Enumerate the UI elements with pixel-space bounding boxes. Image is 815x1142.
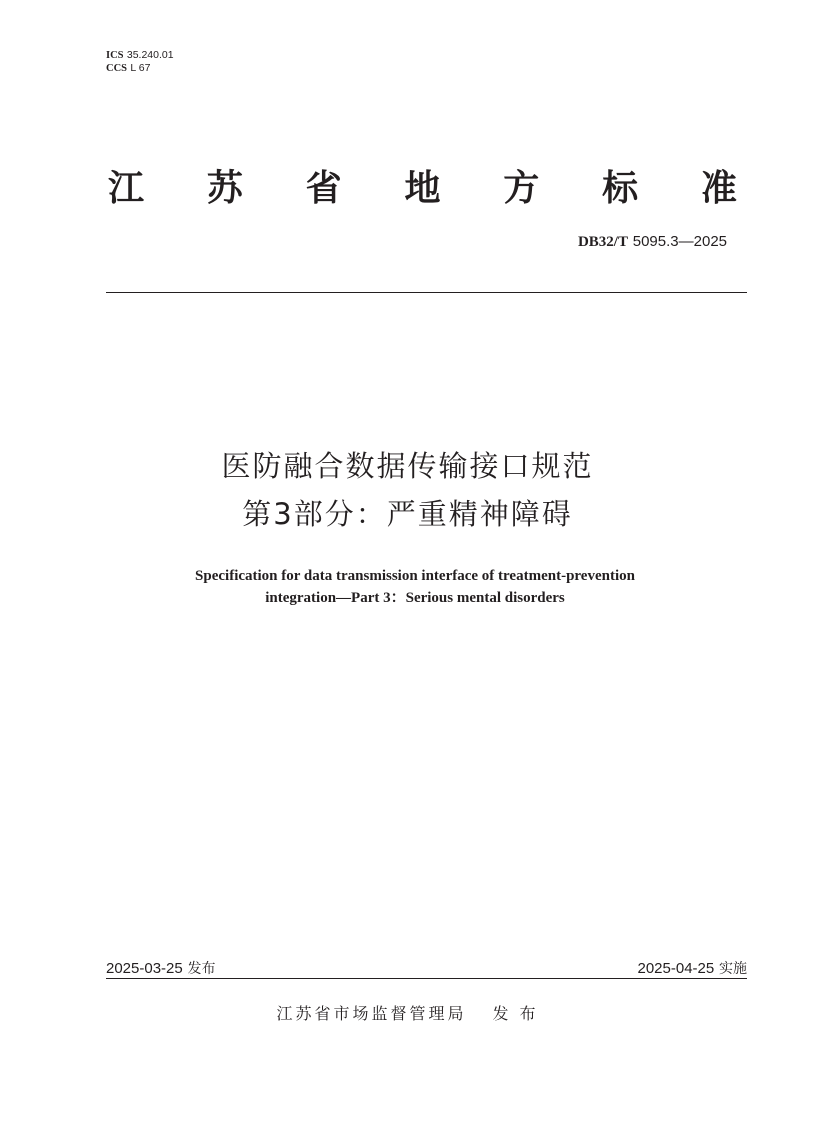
standard-type-char: 标 bbox=[602, 167, 639, 209]
publish-label: 发布 bbox=[187, 961, 216, 977]
issuer-name: 江苏省市场监督管理局 bbox=[276, 1004, 467, 1023]
title-english-line1: Specification for data transmission interface of treatment-prevention bbox=[195, 568, 635, 584]
standard-number-prefix: DB32/T bbox=[577, 234, 628, 250]
standard-type-char: 方 bbox=[503, 167, 540, 209]
dates-row bbox=[106, 956, 747, 978]
standard-number-value: 5095.3—2025 bbox=[632, 233, 727, 250]
implement-date: 2025-04-25 bbox=[637, 960, 715, 977]
ics-value: 35.240.01 bbox=[126, 49, 174, 61]
classification-codes bbox=[106, 49, 174, 75]
footer-divider bbox=[106, 978, 747, 979]
title-english bbox=[0, 565, 815, 609]
ccs-value: L 67 bbox=[130, 62, 151, 74]
title-chinese-line1: 医防融合数据传输接口规范 bbox=[221, 449, 594, 483]
ics-code bbox=[106, 49, 174, 62]
issuer-action: 发 布 bbox=[492, 1004, 539, 1023]
ics-label: ICS bbox=[106, 50, 124, 61]
implement-date-block bbox=[637, 958, 747, 978]
ccs-code bbox=[106, 62, 174, 75]
publish-date: 2025-03-25 bbox=[106, 960, 183, 977]
standard-type-char: 省 bbox=[305, 167, 342, 209]
standard-type-char: 地 bbox=[404, 167, 441, 209]
standard-type-char: 苏 bbox=[206, 167, 243, 209]
title-chinese-line2: 第3部分：严重精神障碍 bbox=[242, 497, 573, 531]
standard-type-char: 准 bbox=[700, 167, 737, 209]
standard-number bbox=[578, 232, 727, 251]
standard-type-char: 江 bbox=[107, 167, 144, 209]
title-english-line2: integration—Part 3：Serious mental disorders bbox=[265, 590, 565, 606]
ccs-label: CCS bbox=[106, 63, 128, 74]
title-chinese bbox=[0, 442, 815, 538]
implement-label: 实施 bbox=[719, 961, 747, 977]
publish-date-block bbox=[106, 958, 216, 978]
issuing-authority bbox=[0, 1001, 815, 1024]
standard-type-heading bbox=[106, 160, 739, 210]
header-divider bbox=[106, 292, 747, 293]
